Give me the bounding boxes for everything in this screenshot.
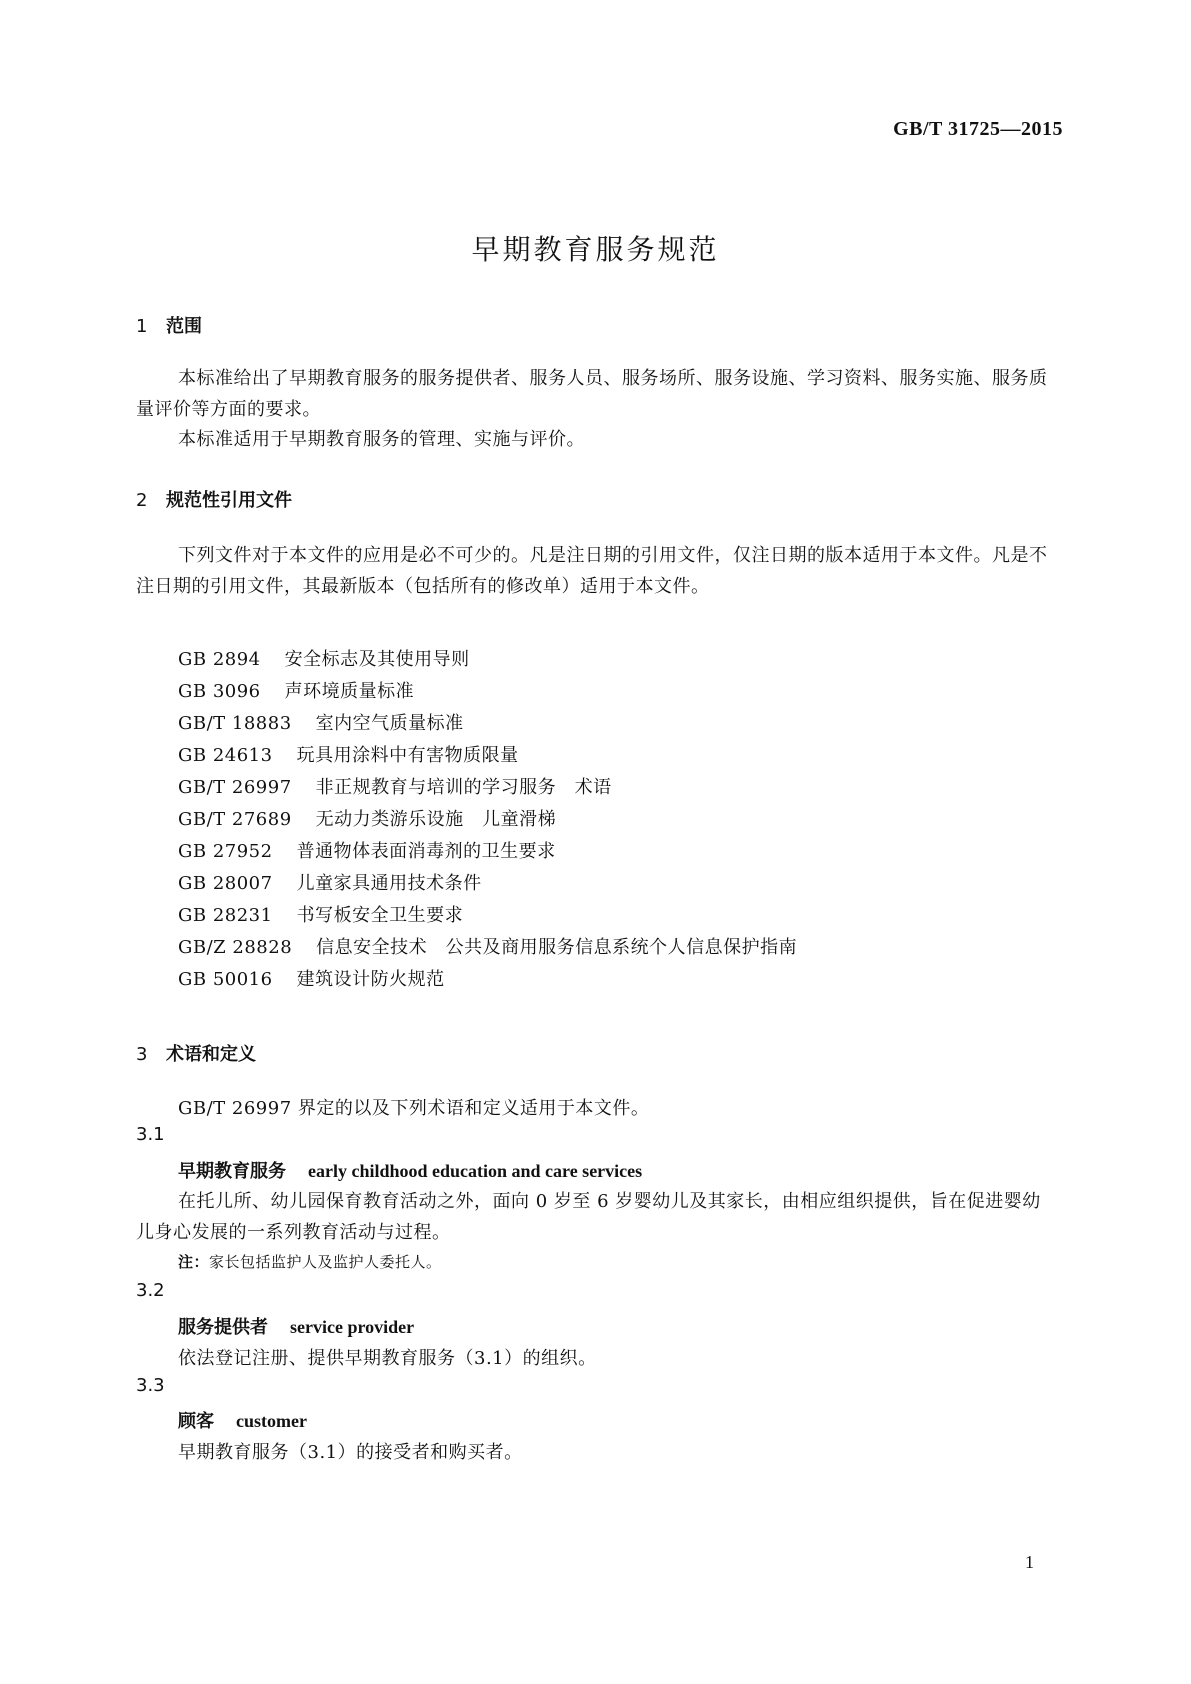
section-number: 2: [136, 490, 148, 511]
section-title: 规范性引用文件: [166, 490, 292, 511]
section-heading-terms-definitions: [136, 1040, 256, 1066]
reference-code: GB/T 18883: [178, 713, 292, 734]
reference-title: 室内空气质量标准: [315, 713, 464, 734]
section-title: 范围: [166, 316, 202, 337]
term-heading: [178, 1407, 307, 1433]
reference-title: 书写板安全卫生要求: [296, 905, 464, 926]
term-heading: [178, 1313, 414, 1339]
reference-item: [178, 708, 797, 740]
section-number: 3: [136, 1044, 148, 1065]
note-text: 家长包括监护人及监护人委托人。: [209, 1253, 442, 1271]
section-heading-normative-references: [136, 486, 292, 512]
section-title: 术语和定义: [166, 1044, 256, 1065]
reference-title: 建筑设计防火规范: [296, 969, 445, 990]
reference-title: 无动力类游乐设施 儿童滑梯: [315, 809, 557, 830]
reference-title: 信息安全技术 公共及商用服务信息系统个人信息保护指南: [316, 937, 798, 958]
term-zh: 早期教育服务: [178, 1161, 286, 1182]
reference-code: GB/T 27689: [178, 809, 292, 830]
reference-code: GB 27952: [178, 841, 273, 862]
reference-item: [178, 676, 797, 708]
term-definition: 在托儿所、幼儿园保育教育活动之外，面向 0 岁至 6 岁婴幼儿及其家长，由相应组织提供，旨在促进婴幼儿身心发展的一系列教育活动与过程。: [136, 1191, 1041, 1243]
reference-code: GB 28231: [178, 905, 273, 926]
references-intro-paragraph: 下列文件对于本文件的应用是必不可少的。凡是注日期的引用文件，仅注日期的版本适用于本文件。凡是不注日期的引用文件，其最新版本（包括所有的修改单）适用于本文件。: [136, 545, 1048, 597]
reference-item: [178, 836, 797, 868]
scope-paragraph-2: 本标准适用于早期教育服务的管理、实施与评价。: [178, 429, 585, 450]
term-en: service provider: [290, 1317, 415, 1337]
reference-code: GB 28007: [178, 873, 273, 894]
note-label: 注：: [178, 1253, 210, 1271]
reference-code: GB 50016: [178, 969, 273, 990]
reference-code: GB 3096: [178, 681, 261, 702]
reference-item: [178, 804, 797, 836]
reference-item: [178, 932, 797, 964]
term-number: 3.3: [136, 1375, 165, 1396]
reference-title: 声环境质量标准: [284, 681, 415, 702]
section-number: 1: [136, 316, 148, 337]
reference-item: [178, 740, 797, 772]
term-definition: 依法登记注册、提供早期教育服务（3.1）的组织。: [178, 1348, 597, 1369]
term-en: customer: [236, 1411, 307, 1431]
reference-title: 安全标志及其使用导则: [284, 649, 470, 670]
reference-code: GB 24613: [178, 745, 273, 766]
reference-item: [178, 900, 797, 932]
term-zh: 服务提供者: [178, 1317, 268, 1338]
term-number: 3.2: [136, 1280, 165, 1301]
reference-title: 非正规教育与培训的学习服务 术语: [315, 777, 612, 798]
reference-title: 儿童家具通用技术条件: [296, 873, 482, 894]
reference-code: GB/Z 28828: [178, 937, 293, 958]
reference-item: [178, 772, 797, 804]
document-title: 早期教育服务规范: [471, 233, 720, 266]
reference-item: [178, 964, 797, 996]
reference-item: [178, 868, 797, 900]
term-note: [178, 1251, 442, 1272]
term-zh: 顾客: [178, 1411, 214, 1432]
reference-title: 玩具用涂料中有害物质限量: [296, 745, 519, 766]
reference-list: [178, 644, 797, 996]
reference-title: 普通物体表面消毒剂的卫生要求: [296, 841, 556, 862]
scope-paragraph-1: 本标准给出了早期教育服务的服务提供者、服务人员、服务场所、服务设施、学习资料、服务实施、服务质量评价等方面的要求。: [136, 368, 1048, 420]
terms-intro-paragraph: GB/T 26997 界定的以及下列术语和定义适用于本文件。: [178, 1098, 650, 1119]
term-en: early childhood education and care services: [308, 1161, 643, 1181]
reference-code: GB 2894: [178, 649, 261, 670]
term-heading: [178, 1157, 642, 1183]
standard-code-header: GB/T 31725—2015: [893, 118, 1063, 140]
reference-item: [178, 644, 797, 676]
section-heading-scope: [136, 312, 202, 338]
page-number: 1: [1025, 1552, 1034, 1572]
term-number: 3.1: [136, 1124, 165, 1145]
reference-code: GB/T 26997: [178, 777, 292, 798]
term-definition: 早期教育服务（3.1）的接受者和购买者。: [178, 1442, 523, 1463]
